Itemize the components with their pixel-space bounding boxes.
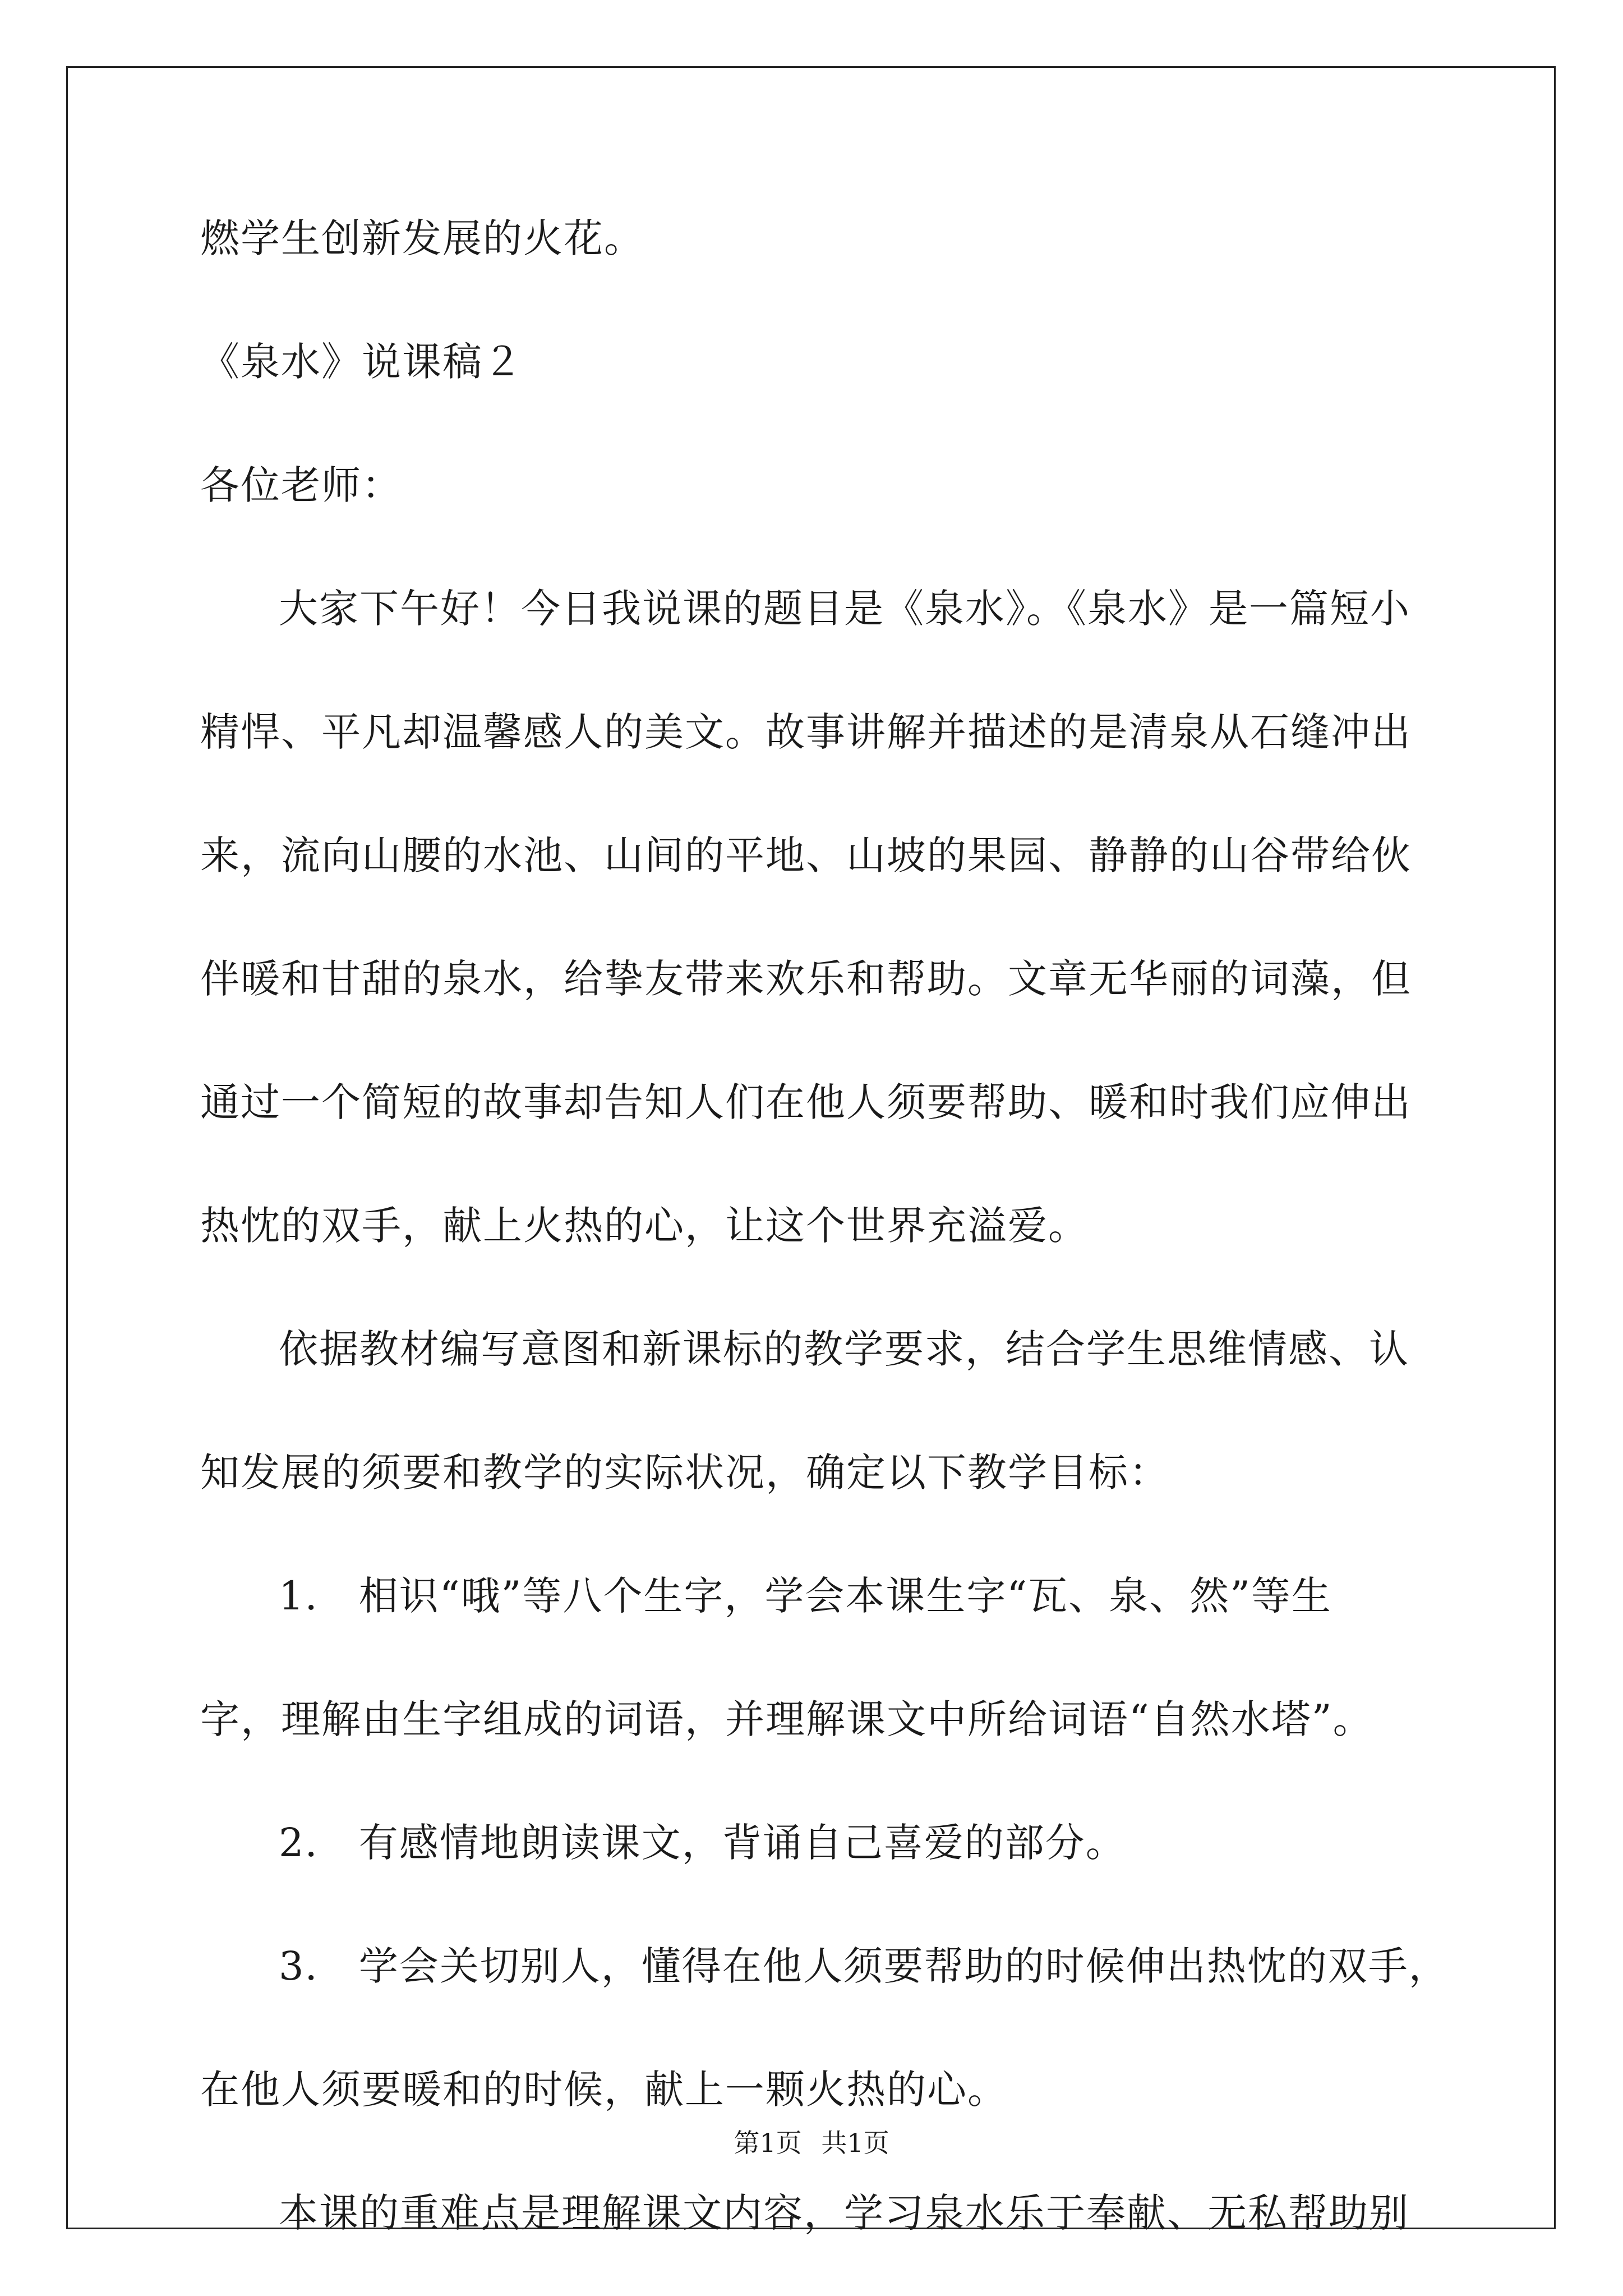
page-number: 第1页 [734, 2128, 802, 2158]
list-item-3: 3. 学会关切别人，懂得在他人须要帮助的时候伸出热忱的双手， [279, 1943, 1449, 1989]
salutation: 各位老师： [200, 462, 402, 508]
paragraph-line: 依据教材编写意图和新课标的教学要求，结合学生思维情感、认 [279, 1326, 1409, 1372]
paragraph-line: 本课的重难点是理解课文内容，学习泉水乐于奉献、无私帮助别 [279, 2190, 1409, 2236]
paragraph-line: 大家下午好！今日我说课的题目是《泉水》。《泉水》是一篇短小 [279, 586, 1410, 632]
paragraph-line: 燃学生创新发展的火花。 [200, 215, 644, 261]
page-border [66, 66, 1556, 2229]
page-footer [0, 2126, 1623, 2160]
paragraph-line: 知发展的须要和教学的实际状况，确定以下教学目标： [200, 1450, 1169, 1496]
page-total: 共1页 [821, 2128, 889, 2158]
paragraph-line: 精悍、平凡却温馨感人的美文。故事讲解并描述的是清泉从石缝冲出 [200, 709, 1412, 755]
paragraph-line: 热忱的双手，献上火热的心，让这个世界充溢爱。 [200, 1203, 1089, 1249]
list-item-2: 2. 有感情地朗读课文，背诵自己喜爱的部分。 [279, 1820, 1126, 1866]
paragraph-line: 伴暖和甘甜的泉水，给挚友带来欢乐和帮助。文章无华丽的词藻，但 [200, 956, 1412, 1002]
list-item-1-continued: 字，理解由生字组成的词语，并理解课文中所给词语“自然水塔”。 [200, 1696, 1373, 1742]
list-item-1: 1. 相识“哦”等八个生字，学会本课生字“瓦、泉、然”等生 [279, 1573, 1332, 1619]
paragraph-line: 通过一个简短的故事却告知人们在他人须要帮助、暖和时我们应伸出 [200, 1079, 1412, 1125]
paragraph-line: 来，流向山腰的水池、山间的平地、山坡的果园、静静的山谷带给伙 [200, 832, 1412, 878]
list-item-3-continued: 在他人须要暖和的时候，献上一颗火热的心。 [200, 2067, 1008, 2113]
section-title: 《泉水》说课稿２ [200, 339, 523, 385]
